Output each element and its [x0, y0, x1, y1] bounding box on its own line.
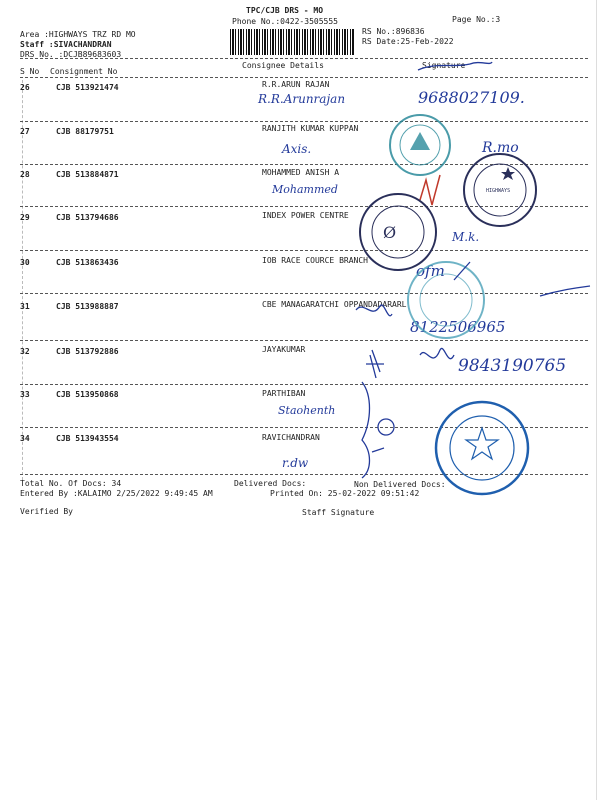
col-sno-header: S No — [20, 67, 40, 76]
printed-on: Printed On: 25-02-2022 09:51:42 — [270, 489, 420, 498]
row-phone-handwriting: 8122506965 — [410, 318, 506, 336]
row-sno: 29 — [20, 213, 30, 222]
rs-number: RS No.:896836 — [362, 27, 425, 36]
col-signature-header: Signature — [422, 61, 466, 70]
row-handwriting: r.dw — [282, 456, 309, 470]
row-consignment: CJB 513792886 — [56, 347, 119, 356]
col-consignment-header: Consignment No — [50, 67, 118, 76]
non-delivered-docs: Non Delivered Docs: — [354, 480, 446, 489]
row-consignee: CBE MANAGARATCHI OPPANDADARARL — [262, 300, 407, 309]
row-handwriting: Mohammed — [272, 183, 338, 196]
star-health-stamp — [436, 402, 528, 494]
row-handwriting: R.R.Arunrajan — [258, 92, 346, 106]
entered-by: Entered By :KALAIMO 2/25/2022 9:49:45 AM — [20, 489, 213, 498]
row-sno: 28 — [20, 170, 30, 179]
row-consignee: JAYAKUMAR — [262, 345, 306, 354]
report-title: TPC/CJB DRS - MO — [246, 6, 324, 15]
row-sno: 26 — [20, 83, 30, 92]
row-consignment: CJB 88179751 — [56, 127, 114, 136]
svg-text:HIGHWAYS: HIGHWAYS — [486, 188, 511, 194]
row-sign-handwriting: ofm — [416, 262, 445, 280]
rs-date: RS Date:25-Feb-2022 — [362, 37, 454, 46]
staff-label: Staff :SIVACHANDRAN — [20, 40, 112, 49]
row-phone-handwriting: 9843190765 — [458, 356, 567, 376]
row-consignee: IOB RACE COURCE BRANCH — [262, 256, 368, 265]
row-sno: 34 — [20, 434, 30, 443]
row-consignee: MOHAMMED ANISH A — [262, 168, 340, 177]
row-sign-handwriting: R.mo — [482, 140, 519, 156]
row-consignment: CJB 513988887 — [56, 302, 119, 311]
total-docs: Total No. Of Docs: 34 — [20, 479, 122, 488]
red-tick-mark — [420, 175, 440, 205]
row-consignment: CJB 513943554 — [56, 434, 119, 443]
row-sign-handwriting: M.k. — [452, 230, 480, 244]
row-sno: 31 — [20, 302, 30, 311]
drs-number: DRS No. :DCJB89683603 — [20, 50, 122, 59]
staff-signature-label: Staff Signature — [302, 508, 375, 517]
row-consignment: CJB 513921474 — [56, 83, 119, 92]
row-phone-handwriting: 9688027109. — [418, 88, 525, 107]
iob-stamp — [408, 262, 484, 338]
row-consignee: INDEX POWER CENTRE — [262, 211, 349, 220]
row-consignment: CJB 513950868 — [56, 390, 119, 399]
row-consignment: CJB 513863436 — [56, 258, 119, 267]
axis-bank-stamp — [390, 115, 450, 175]
area-label: Area :HIGHWAYS TRZ RD MO — [20, 30, 136, 39]
row-consignee: RAVICHANDRAN — [262, 433, 320, 442]
row-consignee: RANJITH KUMAR KUPPAN — [262, 124, 359, 133]
index-power-stamp — [360, 194, 436, 270]
phone-number: Phone No.:0422-3505555 — [232, 17, 338, 26]
row-consignment: CJB 513884871 — [56, 170, 119, 179]
delivered-docs: Delivered Docs: — [234, 479, 307, 488]
page-number: Page No.:3 — [452, 15, 501, 24]
row-handwriting: Axis. — [282, 142, 312, 156]
col-consignee-header: Consignee Details — [242, 61, 324, 70]
verified-by: Verified By — [20, 507, 73, 516]
row-sno: 33 — [20, 390, 30, 399]
india-limited-stamp — [464, 154, 536, 226]
row-consignment: CJB 513794686 — [56, 213, 119, 222]
row-sno: 30 — [20, 258, 30, 267]
row-sno: 32 — [20, 347, 30, 356]
svg-text:Ø: Ø — [383, 223, 397, 242]
row-handwriting: Staohenth — [278, 404, 336, 417]
row-consignee: PARTHIBAN — [262, 389, 306, 398]
row-sno: 27 — [20, 127, 30, 136]
row-consignee: R.R.ARUN RAJAN — [262, 80, 330, 89]
